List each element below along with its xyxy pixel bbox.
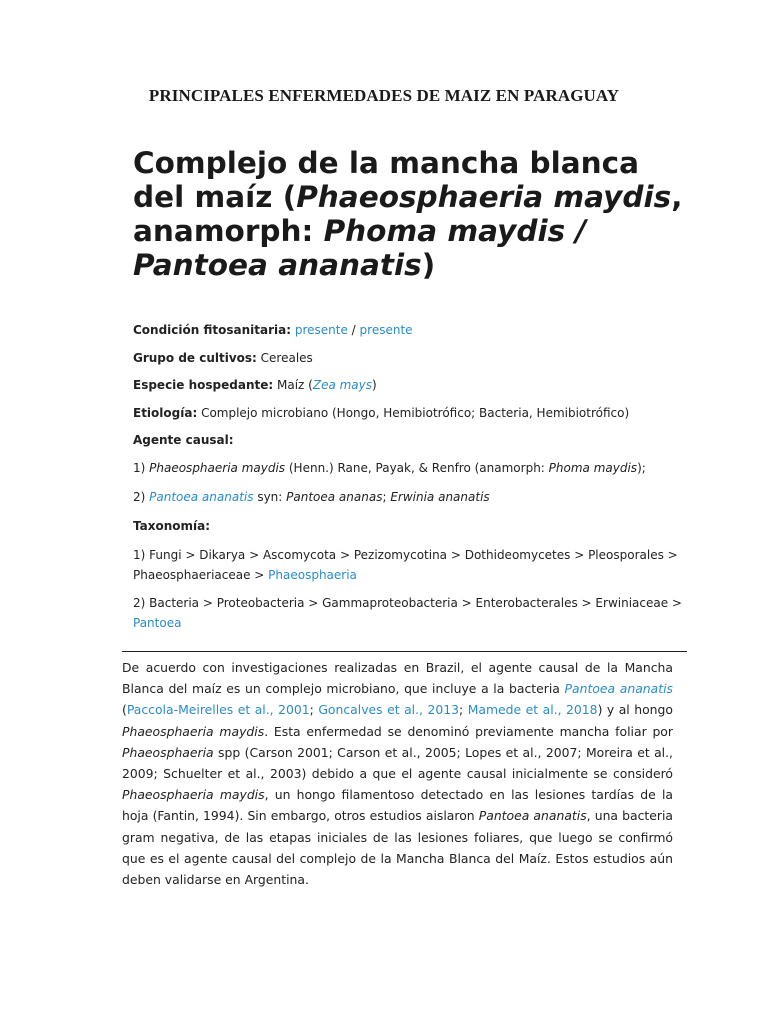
- page-header: PRINCIPALES ENFERMEDADES DE MAIZ EN PARAGUAY: [148, 86, 620, 105]
- agente-2-mid: syn:: [253, 489, 287, 504]
- citation-link[interactable]: Paccola-Meirelles et al., 2001: [126, 702, 310, 718]
- title-part: anamorph:: [133, 214, 324, 248]
- taxonomia-2-link[interactable]: Pantoea: [133, 615, 182, 630]
- body-italic: Phaeosphaeria maydis: [122, 787, 265, 803]
- agente-1-prefix: 1): [133, 460, 150, 475]
- condicion-label: Condición fitosanitaria:: [133, 323, 292, 337]
- taxonomia-row: [133, 516, 693, 536]
- especie-link-text: Zea mays: [312, 378, 373, 392]
- etiologia-row: [133, 403, 693, 423]
- agente-row: [133, 430, 693, 450]
- taxonomia-1-link[interactable]: Phaeosphaeria: [268, 567, 357, 582]
- body-text: , un hongo filamentoso detectado en las lesiones tardías de la hoja (Fantin, 1994). Sin embargo, otros estudios aislaron: [122, 787, 673, 824]
- especie-link[interactable]: [313, 378, 372, 392]
- body-text: , una bacteria gram negativa, de las etapas iniciales de las lesiones foliares, que luego se confirmó que es el agente causal del complejo de la Mancha Blanca del Maíz. Estos estudios aún deben validarse en Argentina.: [122, 808, 673, 888]
- title-part: ,: [671, 180, 683, 214]
- especie-row: [133, 375, 693, 395]
- taxonomia-label: Taxonomía:: [133, 518, 211, 533]
- title-bacteria: Pantoea ananatis: [133, 248, 422, 282]
- agente-1-name: Phaeosphaeria maydis: [149, 460, 286, 475]
- pantoea-link-text: Pantoea ananatis: [564, 681, 673, 697]
- especie-label: Especie hospedante:: [133, 378, 274, 392]
- etiologia-label: Etiología:: [133, 405, 198, 420]
- body-text: ;: [459, 702, 468, 718]
- body-text: spp (Carson 2001; Carson et al., 2005; Lopes et al., 2007; Moreira et al., 2009; Schuelter et al., 2003) debido a que el agente causal inicialmente se consideró: [122, 744, 673, 782]
- etiologia-value: Complejo microbiano (Hongo, Hemibiotrófico; Bacteria, Hemibiotrófico): [197, 405, 630, 420]
- title-part: del maíz (: [133, 180, 297, 214]
- disease-info: [133, 320, 693, 633]
- agente-2-syn: Pantoea ananas: [286, 489, 383, 504]
- condicion-row: [133, 320, 693, 340]
- agente-1-anamorph: Phoma maydis: [548, 460, 638, 475]
- taxonomia-1-text: 1) Fungi > Dikarya > Ascomycota > Pezizomycotina > Dothideomycetes > Pleosporales > Phaeosphaeriaceae >: [133, 547, 678, 582]
- body-italic: Pantoea ananatis: [478, 808, 587, 824]
- disease-title: [133, 146, 693, 282]
- title-part: Complejo de la mancha blanca: [133, 146, 640, 180]
- citation-link[interactable]: Mamede et al., 2018: [467, 702, 598, 718]
- agente-2: [133, 487, 693, 507]
- body-italic: Phaeosphaeria: [122, 744, 214, 760]
- title-part: ): [421, 248, 436, 282]
- agente-2-link[interactable]: [149, 490, 253, 504]
- condicion-sep: /: [347, 323, 360, 337]
- agente-2-link-text: Pantoea ananatis: [149, 489, 254, 504]
- agente-1-end: );: [637, 460, 646, 475]
- body-text: De acuerdo con investigaciones realizadas en Brazil, el agente causal de la Mancha Blanca del maíz es un complejo microbiano, que incluye a la bacteria: [122, 660, 673, 697]
- especie-value: Maíz (: [273, 378, 313, 392]
- condicion-link[interactable]: presente: [359, 323, 413, 337]
- body-paragraph: [122, 657, 673, 890]
- agente-1-mid: (Henn.) Rane, Payak, & Renfro (anamorph:: [285, 460, 549, 475]
- citation-link[interactable]: Goncalves et al., 2013: [318, 702, 460, 718]
- agente-label: Agente causal:: [133, 433, 234, 447]
- agente-2-sep: ;: [382, 489, 391, 504]
- pantoea-link[interactable]: [565, 681, 673, 696]
- taxonomia-2: [133, 593, 693, 633]
- body-italic: Phaeosphaeria maydis: [122, 723, 265, 739]
- agente-2-syn: Erwinia ananatis: [390, 489, 490, 504]
- taxonomia-2-text: 2) Bacteria > Proteobacteria > Gammaproteobacteria > Enterobacterales > Erwiniaceae >: [133, 595, 682, 610]
- taxonomia-1: [133, 545, 693, 585]
- agente-2-prefix: 2): [133, 489, 150, 504]
- grupo-label: Grupo de cultivos:: [133, 350, 257, 365]
- especie-close: ): [372, 378, 377, 392]
- grupo-value: Cereales: [256, 350, 313, 365]
- body-text: (: [122, 702, 127, 718]
- grupo-row: [133, 348, 693, 368]
- agente-1: [133, 458, 693, 478]
- section-divider: [122, 651, 687, 652]
- condicion-link[interactable]: presente: [294, 323, 348, 337]
- body-text: ;: [309, 702, 319, 718]
- title-anamorph: Phoma maydis /: [323, 214, 587, 248]
- title-species: Phaeosphaeria maydis: [296, 180, 672, 214]
- body-text: ) y al hongo: [597, 702, 673, 718]
- body-text: . Esta enfermedad se denominó previamente mancha foliar por: [264, 723, 673, 739]
